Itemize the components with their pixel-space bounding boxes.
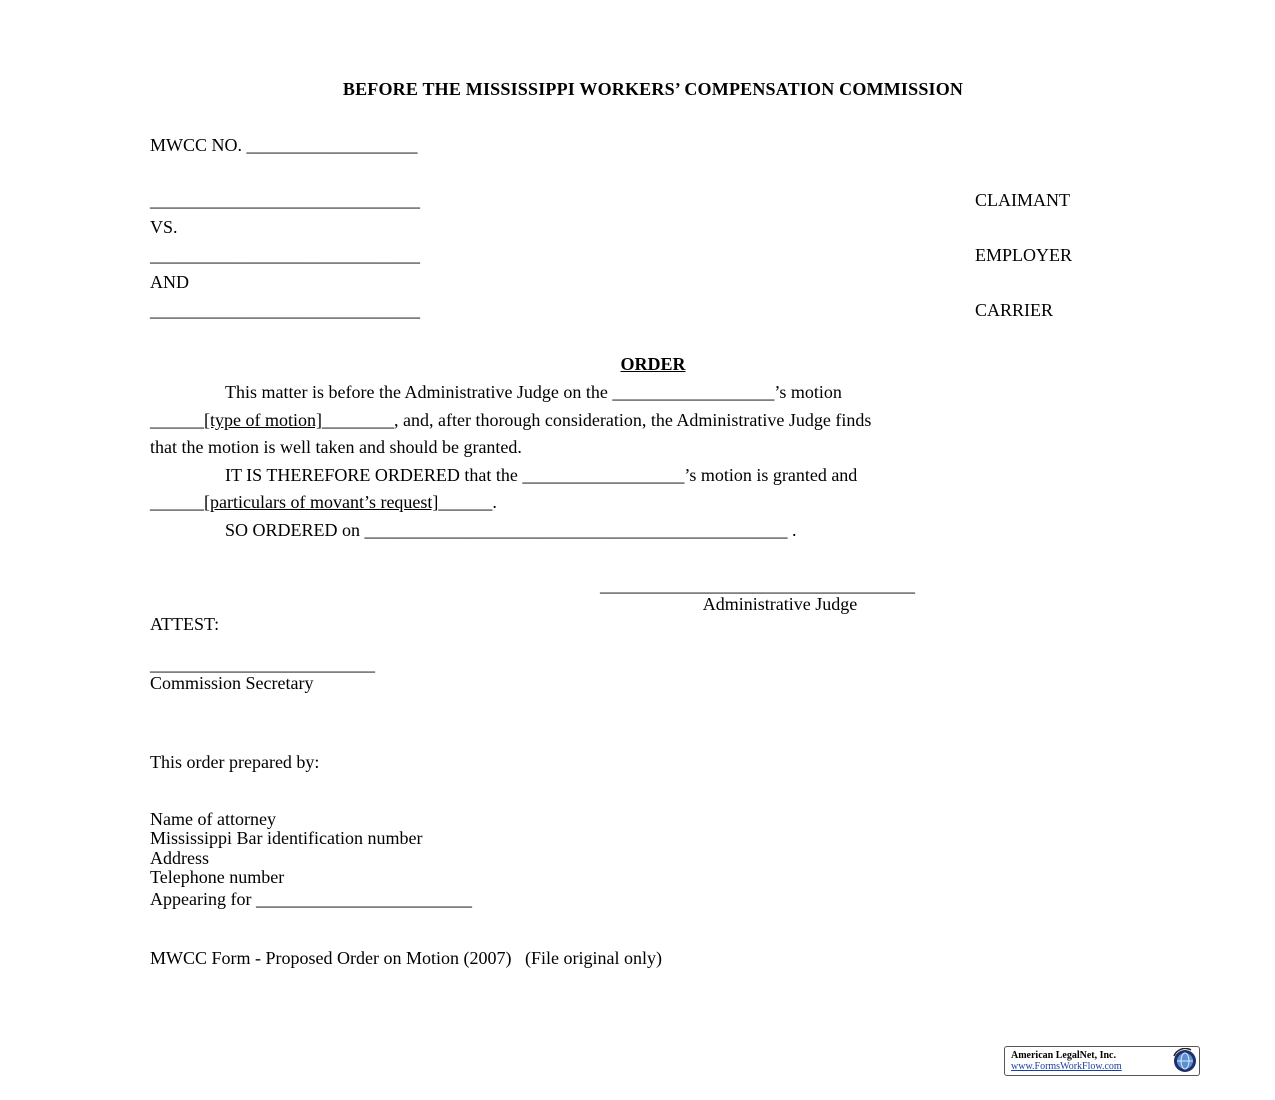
- request-blank-a: ______: [150, 492, 204, 512]
- order-paragraph-2-line-1: IT IS THEREFORE ORDERED that the __________________’s motion is granted and: [225, 465, 858, 485]
- order-heading: ORDER: [620, 354, 686, 374]
- bar-id-field: Mississippi Bar identification number: [150, 828, 423, 849]
- order-paragraph-1-line-1: This matter is before the Administrative Judge on the __________________’s motion: [225, 382, 842, 402]
- address-field: Address: [150, 847, 209, 868]
- logo-company-name: American LegalNet, Inc.: [1011, 1050, 1116, 1061]
- type-of-motion-placeholder: [type of motion]: [204, 410, 322, 430]
- document-title: BEFORE THE MISSISSIPPI WORKERS’ COMPENSATION COMMISSION: [342, 79, 964, 99]
- attorney-name-field: Name of attorney: [150, 808, 276, 829]
- motion-blank-a: ______: [150, 410, 204, 430]
- secretary-caption: Commission Secretary: [150, 673, 314, 693]
- and-label: AND: [150, 272, 189, 292]
- globe-icon: [1171, 1048, 1197, 1074]
- carrier-blank-line: ______________________________: [150, 300, 420, 320]
- judge-caption: Administrative Judge: [702, 594, 858, 614]
- order-paragraph-1-line-2: [150, 409, 871, 431]
- particulars-placeholder: [particulars of movant’s request]: [204, 492, 439, 512]
- appearing-for-field: Appearing for ________________________: [150, 889, 472, 909]
- so-ordered-line: SO ORDERED on _______________________________________________ .: [225, 520, 797, 540]
- judge-signature-line: ___________________________________: [600, 575, 915, 595]
- order-paragraph-1-line-3: that the motion is well taken and should be granted.: [150, 437, 522, 457]
- american-legalnet-logo[interactable]: [1004, 1046, 1200, 1076]
- claimant-label: CLAIMANT: [975, 190, 1070, 210]
- motion-line-rest: , and, after thorough consideration, the Administrative Judge finds: [393, 410, 872, 430]
- motion-blank-b: ________: [321, 410, 394, 430]
- carrier-label: CARRIER: [975, 300, 1054, 320]
- request-blank-b: ______.: [438, 492, 497, 512]
- secretary-signature-line: _________________________: [150, 654, 375, 674]
- mwcc-number-field: MWCC NO. ___________________: [150, 135, 418, 155]
- vs-label: VS.: [150, 217, 178, 237]
- order-paragraph-2-line-2: [150, 491, 497, 513]
- employer-blank-line: ______________________________: [150, 245, 420, 265]
- form-footer-label: MWCC Form - Proposed Order on Motion (2007) (File original only): [150, 948, 662, 968]
- prepared-by-heading: This order prepared by:: [150, 752, 320, 772]
- employer-label: EMPLOYER: [975, 245, 1073, 265]
- attest-label: ATTEST:: [150, 614, 220, 634]
- logo-url-link[interactable]: www.FormsWorkFlow.com: [1011, 1061, 1122, 1072]
- claimant-blank-line: ______________________________: [150, 190, 420, 210]
- telephone-field: Telephone number: [150, 867, 285, 888]
